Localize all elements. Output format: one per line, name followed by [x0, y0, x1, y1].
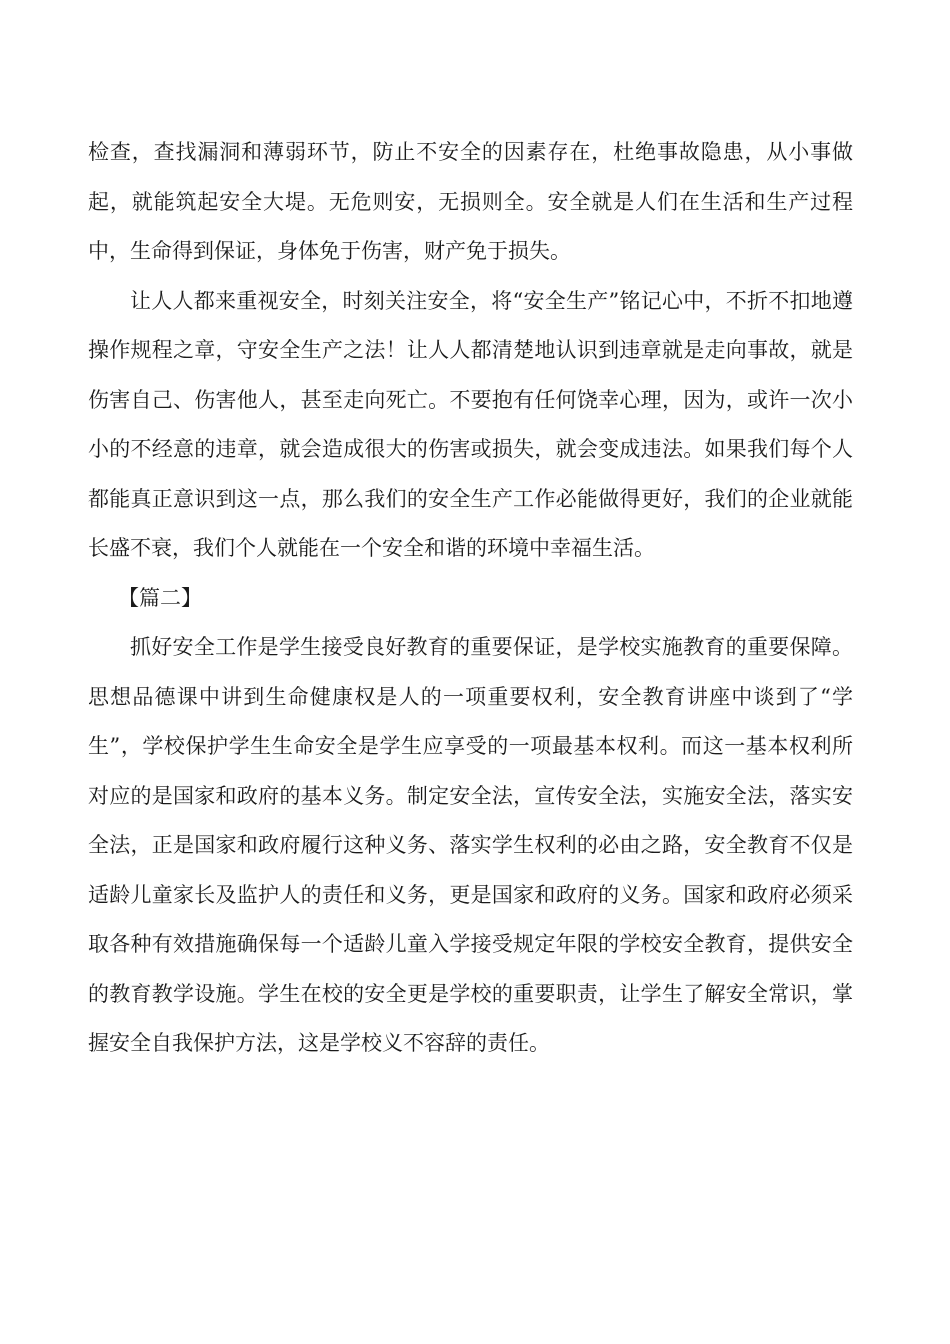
paragraph-safety-awareness: 让人人都来重视安全，时刻关注安全，将“安全生产”铭记心中，不折不扣地遵操作规程之章，守安全生产之法！让人人都清楚地认识到违章就是走向事故，就是伤害自己、伤害他人，甚至走向死亡。不要抱有任何饶幸心理，因为，或许一次小小的不经意的违章，就会造成很大的伤害或损失，就会变成违法。如果我们每个人都能真正意识到这一点，那么我们的安全生产工作必能做得更好，我们的企业就能长盛不衰，我们个人就能在一个安全和谐的环境中幸福生活。	[88, 288, 853, 560]
section-heading: 【篇二】	[118, 585, 202, 610]
paragraph-school-safety: 抓好安全工作是学生接受良好教育的重要保证，是学校实施教育的重要保障。思想品德课中讲到生命健康权是人的一项重要权利，安全教育讲座中谈到了“学生”，学校保护学生生命安全是学生应享受的一项最基本权利。而这一基本权利所对应的是国家和政府的基本义务。制定安全法，宣传安全法，实施安全法，落实安全法，正是国家和政府履行这种义务、落实学生权利的必由之路，安全教育不仅是适龄儿童家长及监护人的责任和义务，更是国家和政府的义务。国家和政府必须采取各种有效措施确保每一个适龄儿童入学接受规定年限的学校安全教育，提供安全的教育教学设施。学生在校的安全更是学校的重要职责，让学生了解安全常识，掌握安全自我保护方法，这是学校义不容辞的责任。	[88, 635, 853, 1055]
paragraph-continuation: 检查，查找漏洞和薄弱环节，防止不安全的因素存在，杜绝事故隐患，从小事做起，就能筑起安全大堤。无危则安，无损则全。安全就是人们在生活和生产过程中，生命得到保证，身体免于伤害，财产免于损失。	[88, 140, 853, 263]
document-body	[88, 128, 853, 1069]
